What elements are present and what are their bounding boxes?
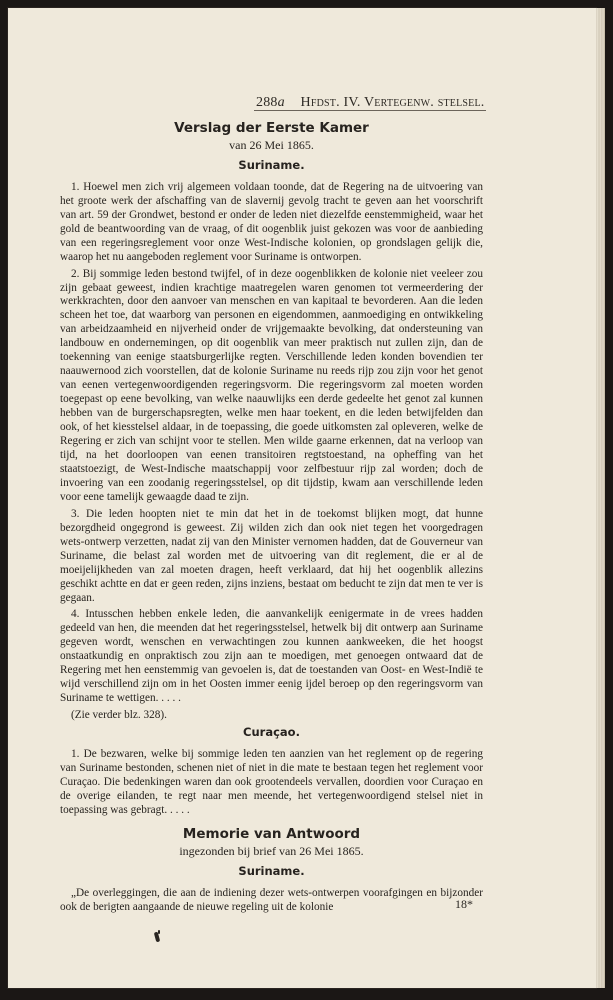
memorie-paragraph: „De overleggingen, die aan de indiening dezer wets-ontwerpen voorafgingen en bijzonder ook de berigten aangaande de nieuwe regeling uit de kolonie [60, 886, 483, 913]
reference-note: (Zie verder blz. 328). [71, 709, 167, 722]
paragraph-3: 3. Die leden hoopten niet te min dat het in de toekomst blijken mogt, dat hunne bezorgdheid ongegrond is geweest. Zij wilden zich dan ook niet tegen het voorgedragen wets-ontwerp verzetten, nadat zij van den Minister vernomen hadden, dat de Gouverneur van Suriname, die belast zal worden met de uitvoering van dit reglement, die er al de moeijelijkheden van zal moeten dragen, heeft verklaard, dat hij het oogenblik allezins geschikt achtte en dat er geen reden, zijns inziens, bestaat om beducht te zijn dat men te ver is gegaan. [60, 507, 483, 604]
suriname-heading: Suriname. [238, 157, 305, 172]
page-body [60, 118, 483, 918]
page-number: 288a [256, 95, 285, 110]
paragraph-2: 2. Bij sommige leden bestond twijfel, of in deze oogenblikken de kolonie niet veeleer zou zijn gebaat geweest, indien krachtige maatregelen waren genomen tot vermeerdering der werkkrachten, door den aanvoer van menschen en van kapitaal te bevorderen. Aan die leden scheen het toe, dat waarborg van personen en eigendommen, aanmoediging en ontwikkeling van arbeidzaamheid en nijverheid onder de vrijgemaakte bevolking, dat ondersteuning van landbouw en ondernemingen, op dit oogenblik van meer praktisch nut zullen zijn, dan de toekenning van eenige staatsburgerlijke regten. Verschillende leden konden bovendien ter naauwernood zich voorstellen, dat de kolonie Suriname nu reeds rijp zou zijn voor het genot van eenen vertegenwoordigenden regeringsvorm. Die regeringsvorm zal moeten worden toegepast op eene bevolking, van welke naauwlijks een derde gedeelte het genot zal kunnen hebben van de burgerschapsregten, welke men haar toekent, en die leden betwijfelden dan ook, of het kiesstelsel aldaar, in de toepassing, die goede uitkomsten zal opleveren, welke de Regering er zich van schijnt voor te stellen. Men wilde gaarne erkennen, dat na verloop van tijd, na het doorloopen van eenen transitoiren regtstoestand, na opheffing van het staatstoezigt, de West-Indische maatschappij voor zelfbestuur rijp zal worden; doch de invoering van een zoodanig regeringsstelsel, op dit tijdstip, kwam aan verschillende leden voor eene tamelijk gewaagde daad te zijn. [60, 267, 483, 503]
curacao-heading: Curaçao. [243, 725, 300, 740]
verslag-date: van 26 Mei 1865. [229, 137, 314, 152]
paragraph-4: 4. Intusschen hebben enkele leden, die aanvankelijk eenigermate in de vrees hadden gedeeld van hen, die meenden dat het regeringsstelsel, hetwelk bij dit ontwerp aan Suriname gegeven wordt, wenschen en verwachtingen zou kunnen aankweeken, die het hoogst onstaatkundig en onpraktisch zou zijn aan te moedigen, met genoegen ontwaard dat de Regering met hen eenstemmig van gevoelen is, dat de toestanden van Oost- en West-Indië te wijd verschillend zijn om in het Oosten immer eenig ijdel beroep op den regeringsvorm van Suriname te wettigen. . . . . [60, 608, 483, 705]
memorie-subtitle: ingezonden bij brief van 26 Mei 1865. [179, 843, 364, 858]
running-header [256, 95, 486, 111]
chapter-title: Hfdst. IV. Vertegenw. stelsel. [300, 95, 485, 110]
header-rule [254, 110, 486, 111]
memorie-title: Memorie van Antwoord [182, 825, 361, 842]
curacao-paragraph: 1. De bezwaren, welke bij sommige leden ten aanzien van het reglement op de regering van Suriname bestonden, schenen niet of niet in die mate te bestaan tegen het reglement voor Curaçao. Die bedenkingen waren dan ook grootendeels vervallen, doordien voor Curaçao en de overige eilanden, te regt naar men meende, het vertegenwoordigend stelsel niet in toepassing was gebragt. . . . . [60, 748, 483, 816]
suriname-heading-2: Suriname. [238, 863, 305, 878]
ink-smudge-dot [158, 930, 160, 934]
verslag-title: Verslag der Eerste Kamer [174, 120, 369, 136]
signature-mark: 18* [455, 897, 473, 911]
page-edge [596, 8, 605, 988]
paragraph-1: 1. Hoewel men zich vrij algemeen voldaan toonde, dat de Regering na de uitvoering van het groote werk der afschaffing van de slavernij gevolg tracht te geven aan het voorschrift van art. 59 der Grondwet, bestond er onder de leden niet diezelfde eenstemmigheid, waar het gold de beantwoording van de vraag, of dit oogenblik juist gekozen was voor de aanbieding van een regeringsreglement voor onze West-Indische kolonien, op grondslagen gelijk die, waarop het nu aangeboden reglement voor Suriname is ontworpen. [60, 180, 483, 263]
